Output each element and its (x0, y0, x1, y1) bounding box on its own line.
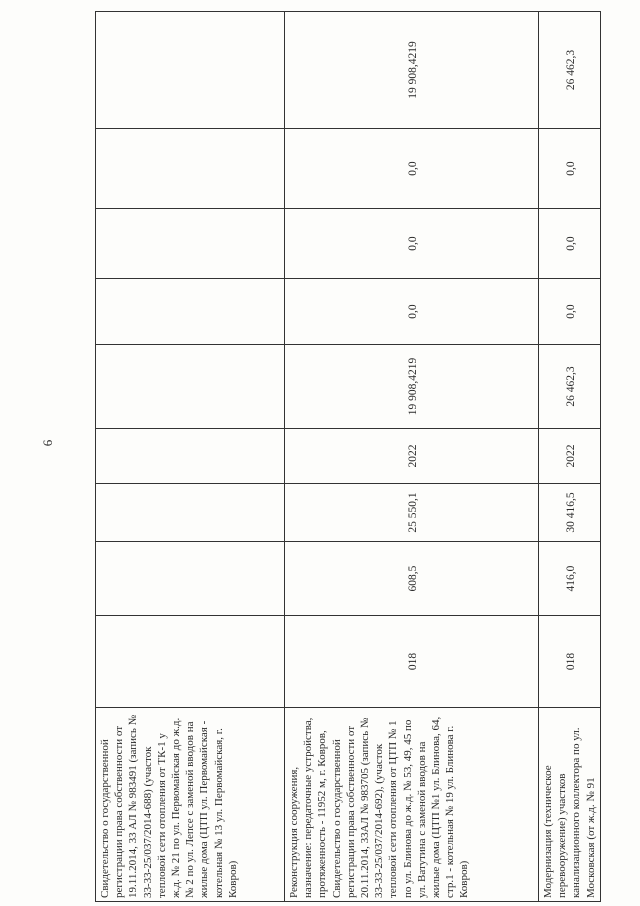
object-description-cell: Свидетельство о государственной регистрации права собственности от 19.11.2014, 33 АЛ № 983491 (запись № 33-33-25/037/2014-688) (участок тепловой сети отопления от ТК-1 у ж.д. № 21 по ул. Первомайская до ж.д. № 2 по ул. Лепсе с заменой вводов на жилые дома (ЦТП ул. Первомайская - котельная № 13 ул. Первомайская, г. Ковров) (96, 708, 285, 902)
year-1-cell (96, 279, 285, 345)
amount-cell (96, 345, 285, 429)
total-cell: 19 908,4219 (285, 12, 539, 129)
cost-cell: 25 550,1 (285, 484, 539, 542)
object-description-cell: Реконструкция сооружения, назначение: передаточные устройства, протяженность - 11952 м, г. Ковров, Свидетельство о государственной регистрации права собственности от 20.11.2014, 33АЛ № 983705 (запись № 33-33-25/037/2014-692), (участок тепловой сети отопления от ЦТП № 1 по ул. Блинова до ж.д. № 53, 49, 45 по ул. Ватутина с заменой вводов на жилые дома (ЦТП №1 ул. Блинова, 64, стр.1 - котельная № 19 ул. Блинова г. Ковров) (285, 708, 539, 902)
year-2-cell: 0,0 (285, 209, 539, 279)
cost-cell (96, 484, 285, 542)
investment-program-table (95, 11, 601, 902)
year-1-cell: 0,0 (539, 279, 601, 345)
table-row (285, 12, 539, 902)
object-description-cell: Модернизация (техническое перевооружение) участков канализационного коллектора по ул. Московская (от ж.д. № 91 (539, 708, 601, 902)
code-cell (96, 616, 285, 708)
code-cell: 018 (285, 616, 539, 708)
total-cell (96, 12, 285, 129)
year-3-cell: 0,0 (285, 129, 539, 209)
year-1-cell: 0,0 (285, 279, 539, 345)
page-number: 6 (40, 439, 55, 447)
year-cell (96, 429, 285, 484)
year-3-cell (96, 129, 285, 209)
year-3-cell: 0,0 (539, 129, 601, 209)
rotated-table-wrapper (95, 12, 597, 902)
year-cell: 2022 (285, 429, 539, 484)
table-row (96, 12, 285, 902)
length-cell (96, 542, 285, 616)
code-cell: 018 (539, 616, 601, 708)
year-2-cell (96, 209, 285, 279)
year-cell: 2022 (539, 429, 601, 484)
rotated-page-region (95, 12, 597, 902)
length-cell: 416,0 (539, 542, 601, 616)
year-2-cell: 0,0 (539, 209, 601, 279)
total-cell: 26 462,3 (539, 12, 601, 129)
amount-cell: 19 908,4219 (285, 345, 539, 429)
amount-cell: 26 462,3 (539, 345, 601, 429)
table-row (539, 12, 601, 902)
length-cell: 608,5 (285, 542, 539, 616)
cost-cell: 30 416,5 (539, 484, 601, 542)
